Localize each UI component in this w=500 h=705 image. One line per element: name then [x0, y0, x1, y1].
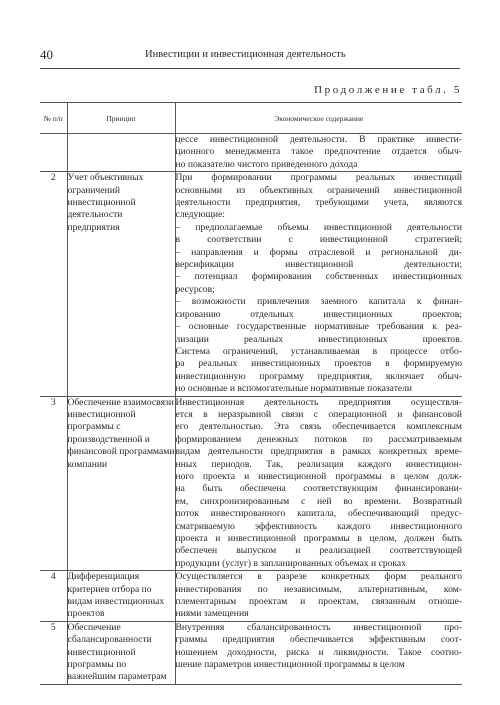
content-line: плементарным проектам и проектам, связанным отноше-	[175, 596, 462, 608]
content-line: но основные и вспомогательные нормативные показатели	[175, 383, 413, 395]
content-line: – потенциал формирования собственных инвестиционных	[175, 271, 462, 283]
content-line: продукции (услуг) в запланированных объемах и сроках	[175, 557, 406, 569]
table-row	[40, 621, 462, 684]
principle-cell: Обеспечение сбалансированности инвестиционной программы по важнейшим параметрам	[67, 621, 175, 684]
content-line: При формировании программы реальных инвестиций	[175, 172, 462, 184]
principle-cell: Обеспечение взаимосвязи инвестиционной программы с производственной и финансовой программами компании	[67, 396, 175, 571]
page-header	[40, 47, 460, 67]
principle-cell	[67, 134, 175, 172]
content-line: ного проекта и инвестиционной программы в целом долж-	[175, 470, 462, 482]
economic-content-cell	[175, 621, 462, 684]
table-row	[40, 396, 462, 571]
content-line: проекта и инвестиционной программы в целом, должен быть	[175, 533, 462, 544]
content-line: но показателю чистого приведенного дохода	[175, 158, 358, 170]
content-line: нных периодов. Так, реализация каждого инвестицион-	[175, 458, 462, 470]
content-line: видам деятельности предприятия в рамках конкретных време-	[175, 446, 462, 458]
row-number: 2	[40, 172, 67, 396]
table-body	[40, 134, 462, 685]
column-header-principle: Принцип	[67, 103, 175, 134]
content-line: основными из объективных ограничений инвестиционной	[175, 184, 462, 196]
content-line: деятельности предприятия, требующими учета, являются	[175, 197, 462, 209]
principle-cell: Учет объективных ограничений инвестиционной деятельности предприятия	[67, 172, 175, 396]
content-line: лизации реальных инвестиционных проектов.	[175, 333, 462, 345]
row-number	[40, 134, 67, 172]
content-line: следующие:	[175, 209, 225, 221]
content-line: в соответствии с инвестиционной стратегией;	[175, 234, 462, 246]
content-line: поток инвестированного капитала, обеспечивающий предус-	[175, 508, 462, 520]
economic-content-cell	[175, 134, 462, 172]
content-line: обеспечен выпуском и реализацией соответствующей	[175, 545, 462, 557]
content-line: цессе инвестиционной деятельности. В практике инвести-	[175, 134, 462, 145]
content-line: сированию отдельных инвестиционных проектов;	[175, 308, 462, 320]
table-continuation-label: Продолжение табл. 5	[314, 84, 462, 96]
row-number: 5	[40, 621, 67, 684]
content-line: ра реальных инвестиционных проектов в формируемую	[175, 358, 462, 370]
content-line: – основные государственные нормативные требования к реа-	[175, 321, 462, 333]
content-line: шение параметров инвестиционной программы в целом	[175, 659, 405, 671]
content-line: – направления и формы отраслевой и региональной ди-	[175, 246, 462, 258]
header-rule	[40, 68, 460, 69]
column-header-economic-content: Экономическое содержание	[175, 103, 462, 134]
content-line: инвестиционную программу предприятия, включает обыч-	[175, 370, 462, 382]
table-row	[40, 134, 462, 172]
content-line: ниями замещения	[175, 608, 249, 620]
column-header-number: № п/п	[40, 103, 67, 134]
running-title: Инвестиции и инвестиционная деятельность	[145, 49, 346, 60]
content-line: ется в неразрывной связи с операционной и финансовой	[175, 408, 462, 420]
content-line: формированием денежных потоков по рассматриваемым	[175, 433, 462, 445]
content-line: – предполагаемые объемы инвестиционной деятельности	[175, 221, 462, 233]
economic-content-cell	[175, 396, 462, 571]
table-row	[40, 172, 462, 396]
content-line: ционного менеджмента такое предпочтение отдается обыч-	[175, 146, 462, 158]
content-line: ресурсов;	[175, 283, 215, 295]
principles-table	[40, 102, 462, 685]
content-line: ем, синхронизированным с ней во времени. Возвратный	[175, 495, 462, 507]
content-line: версификации инвестиционной деятельности;	[175, 259, 462, 271]
row-number: 3	[40, 396, 67, 571]
content-line: Осуществляется в разрезе конкретных форм реального	[175, 571, 462, 583]
content-line: ношением доходности, риска и ликвидности. Такое соотно-	[175, 646, 462, 658]
content-line: – возможности привлечения заемного капитала к финан-	[175, 296, 462, 308]
content-line: его деятельностью. Эта связь обеспечивается комплексным	[175, 421, 462, 433]
content-line: на быть обеспечена соответствующим финансировани-	[175, 483, 462, 495]
page-number: 40	[40, 47, 53, 62]
content-line: сматриваемую эффективность каждого инвестиционного	[175, 520, 462, 532]
content-line: Система ограничений, устанавливаемая в процессе отбо-	[175, 345, 462, 357]
economic-content-cell	[175, 571, 462, 622]
row-number: 4	[40, 571, 67, 622]
content-line: Внутренняя сбалансированность инвестиционной про-	[175, 621, 462, 633]
table-row	[40, 571, 462, 622]
economic-content-cell	[175, 172, 462, 396]
table-header-row	[40, 103, 462, 134]
principle-cell: Дифференциация критериев отбора по видам инвестиционных проектов	[67, 571, 175, 622]
content-line: граммы предприятия обеспечивается эффективным соот-	[175, 634, 462, 646]
content-line: Инвестиционная деятельность предприятия осуществля-	[175, 396, 462, 408]
content-line: инвестирования по независимым, альтернативным, ком-	[175, 583, 462, 595]
